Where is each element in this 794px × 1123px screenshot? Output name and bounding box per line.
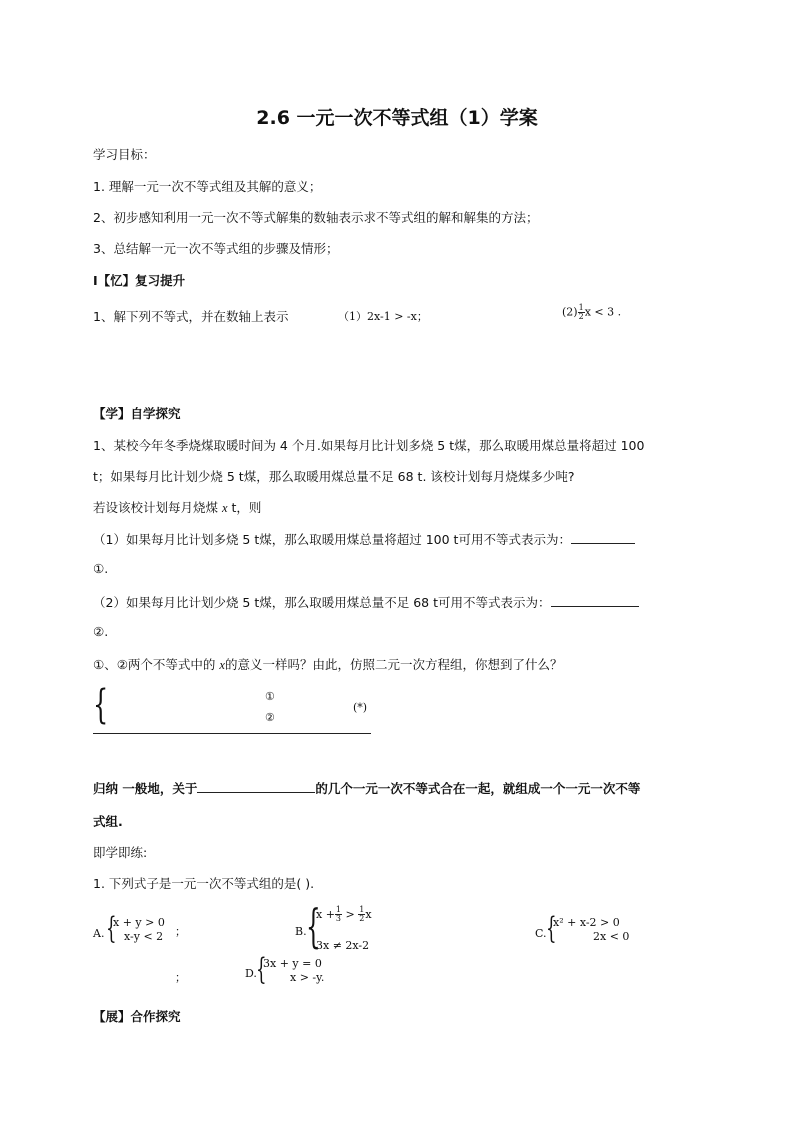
- option-a-line-1: x + y > 0: [113, 916, 165, 929]
- system-mark-1: ①: [265, 690, 275, 703]
- system-star: (*): [353, 701, 368, 714]
- left-brace-icon: {: [93, 682, 109, 728]
- review-part-1: （1）2x-1 > -x；: [338, 310, 428, 323]
- review-part-2: [562, 304, 621, 321]
- option-b-label: B.: [295, 925, 307, 938]
- study-heading: 【学】自学探究: [93, 406, 181, 421]
- fraction-denominator: 2: [359, 914, 365, 923]
- summary-blank[interactable]: [197, 781, 315, 793]
- divider: [93, 733, 371, 734]
- answer-blank-1[interactable]: [571, 532, 635, 544]
- mark-2: ②.: [93, 624, 109, 639]
- option-b-text: x +: [316, 908, 335, 921]
- comparison-text-b: 的意义一样吗？由此，仿照二元一次方程组，你想到了什么？: [224, 657, 563, 672]
- problem-line-1: 1、某校今年冬季烧煤取暖时间为 4 个月.如果每月比计划多烧 5 t煤，那么取暖用煤总量将超过 100: [93, 438, 645, 453]
- fraction-numerator: 1: [359, 905, 365, 914]
- semicolon: ；: [175, 971, 186, 984]
- subquestion-1-text: （1）如果每月比计划多烧 5 t煤，那么取暖用煤总量将超过 100 t可用不等式表示为：: [93, 532, 571, 547]
- goals-heading: 学习目标：: [93, 147, 156, 162]
- goal-item-3: 3、总结解一元一次不等式组的步骤及情形；: [93, 241, 339, 256]
- summary-line-2: 式组.: [93, 814, 123, 829]
- expand-heading: 【展】合作探究: [93, 1009, 181, 1024]
- summary-label: 归纳 一般地，关于: [93, 781, 198, 796]
- variable-x: x: [219, 658, 225, 672]
- summary-rest: 的几个一元一次不等式合在一起，就组成一个一元一次不等: [315, 781, 641, 796]
- brace-icon: {: [306, 899, 321, 953]
- option-a-label: A.: [93, 927, 105, 940]
- option-d-label: D.: [245, 967, 257, 980]
- option-b-line-1: [316, 906, 372, 923]
- brace-icon: {: [546, 911, 557, 946]
- option-c-label: C.: [535, 927, 547, 940]
- page-title: 2.6 一元一次不等式组（1）学案: [256, 107, 538, 129]
- practice-heading: 即学即练:: [93, 845, 148, 860]
- review-question: 1、解下列不等式，并在数轴上表示: [93, 309, 289, 324]
- option-b-var: x: [365, 908, 372, 921]
- practice-question: 1. 下列式子是一元一次不等式组的是( ).: [93, 876, 315, 891]
- comparison-text-a: ①、②两个不等式中的: [93, 657, 220, 672]
- fraction-one-half: [358, 906, 365, 923]
- option-b-operator: >: [342, 908, 359, 921]
- option-d-line-1: 3x + y = 0: [263, 957, 322, 970]
- fraction-denominator: 3: [335, 914, 342, 923]
- fraction-denominator: 2: [578, 312, 584, 321]
- option-a-end: ；: [175, 925, 186, 938]
- system-mark-2: ②: [265, 711, 275, 724]
- brace-icon: {: [106, 911, 117, 946]
- mark-1: ①.: [93, 561, 109, 576]
- brace-icon: {: [256, 952, 267, 987]
- fraction-numerator: 1: [578, 303, 584, 312]
- goal-item-1: 1. 理解一元一次不等式组及其解的意义；: [93, 179, 322, 194]
- review-part-2-prefix: (2): [562, 305, 578, 319]
- half-fraction: [578, 304, 585, 321]
- comparison-question: [93, 655, 562, 673]
- fraction-one-third: [335, 906, 342, 923]
- option-b-line-2: 3x ≠ 2x-2: [316, 939, 370, 952]
- assumption-unit: t，则: [227, 500, 262, 515]
- assumption-text: 若设该校计划每月烧煤: [93, 500, 222, 515]
- option-c-line-2: 2x < 0: [593, 930, 630, 943]
- goal-item-2: 2、初步感知利用一元一次不等式解集的数轴表示求不等式组的解和解集的方法；: [93, 210, 539, 225]
- review-heading: Ⅰ【忆】复习提升: [93, 273, 186, 288]
- assumption-line: [93, 498, 261, 516]
- answer-blank-2[interactable]: [551, 595, 639, 607]
- subquestion-2: [93, 593, 639, 611]
- subquestion-2-text: （2）如果每月比计划少烧 5 t煤，那么取暖用煤总量不足 68 t可用不等式表示为：: [93, 595, 551, 610]
- variable-x: x: [221, 501, 228, 515]
- review-part-2-suffix: x < 3 .: [584, 305, 622, 319]
- option-d-line-2: x > -y.: [290, 971, 325, 984]
- summary-line-1: [93, 779, 640, 797]
- option-a-line-2: x-y < 2: [124, 930, 164, 943]
- option-c-line-1: x² + x-2 > 0: [553, 916, 620, 929]
- subquestion-1: [93, 530, 635, 548]
- fraction-numerator: 1: [335, 905, 342, 914]
- problem-line-2: t；如果每月比计划少烧 5 t煤，那么取暖用煤总量不足 68 t. 该校计划每月烧煤多少吨?: [93, 469, 575, 484]
